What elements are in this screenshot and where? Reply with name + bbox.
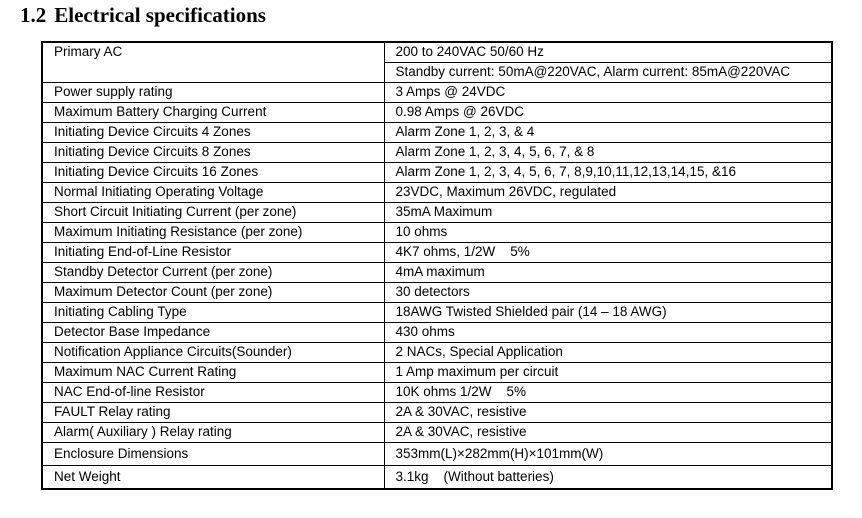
spec-label: Maximum NAC Current Rating — [42, 363, 384, 383]
spec-label: FAULT Relay rating — [42, 403, 384, 423]
table-row — [42, 263, 832, 283]
spec-value: 430 ohms — [384, 323, 832, 343]
spec-label: NAC End-of-line Resistor — [42, 383, 384, 403]
table-row — [42, 323, 832, 343]
spec-label: Maximum Detector Count (per zone) — [42, 283, 384, 303]
spec-label: Short Circuit Initiating Current (per zone) — [42, 203, 384, 223]
table-row — [42, 203, 832, 223]
spec-label: Maximum Initiating Resistance (per zone) — [42, 223, 384, 243]
table-row — [42, 83, 832, 103]
table-row — [42, 103, 832, 123]
spec-value: 35mA Maximum — [384, 203, 832, 223]
spec-value: 10K ohms 1/2W 5% — [384, 383, 832, 403]
spec-value: 23VDC, Maximum 26VDC, regulated — [384, 183, 832, 203]
table-row — [42, 363, 832, 383]
spec-label: Notification Appliance Circuits(Sounder) — [42, 343, 384, 363]
spec-label: Maximum Battery Charging Current — [42, 103, 384, 123]
spec-value: 353mm(L)×282mm(H)×101mm(W) — [384, 443, 832, 466]
spec-label: Standby Detector Current (per zone) — [42, 263, 384, 283]
table-row — [42, 283, 832, 303]
table-row — [42, 42, 832, 63]
spec-label: Net Weight — [42, 466, 384, 490]
spec-label: Initiating Device Circuits 16 Zones — [42, 163, 384, 183]
spec-value: 3.1kg (Without batteries) — [384, 466, 832, 490]
table-row — [42, 223, 832, 243]
spec-value: Alarm Zone 1, 2, 3, & 4 — [384, 123, 832, 143]
spec-label: Primary AC — [42, 42, 384, 83]
spec-value: 10 ohms — [384, 223, 832, 243]
spec-label: Initiating Cabling Type — [42, 303, 384, 323]
table-row — [42, 343, 832, 363]
table-row — [42, 183, 832, 203]
spec-label: Alarm( Auxiliary ) Relay rating — [42, 423, 384, 443]
section-number: 1.2 — [20, 3, 47, 27]
table-row — [42, 143, 832, 163]
spec-value: 4mA maximum — [384, 263, 832, 283]
spec-value: Alarm Zone 1, 2, 3, 4, 5, 6, 7, & 8 — [384, 143, 832, 163]
spec-value: 4K7 ohms, 1/2W 5% — [384, 243, 832, 263]
spec-value: 2 NACs, Special Application — [384, 343, 832, 363]
spec-label: Power supply rating — [42, 83, 384, 103]
spec-label: Initiating Device Circuits 8 Zones — [42, 143, 384, 163]
spec-label: Initiating End-of-Line Resistor — [42, 243, 384, 263]
spec-value: 1 Amp maximum per circuit — [384, 363, 832, 383]
spec-value: 0.98 Amps @ 26VDC — [384, 103, 832, 123]
table-row — [42, 423, 832, 443]
spec-value: 30 detectors — [384, 283, 832, 303]
spec-value: 2A & 30VAC, resistive — [384, 403, 832, 423]
table-row — [42, 123, 832, 143]
electrical-spec-table — [41, 41, 833, 490]
spec-value: 200 to 240VAC 50/60 Hz — [384, 42, 832, 63]
spec-value: 18AWG Twisted Shielded pair (14 – 18 AWG) — [384, 303, 832, 323]
table-row — [42, 163, 832, 183]
spec-label: Enclosure Dimensions — [42, 443, 384, 466]
table-row — [42, 243, 832, 263]
spec-value: Alarm Zone 1, 2, 3, 4, 5, 6, 7, 8,9,10,11,12,13,14,15, &16 — [384, 163, 832, 183]
spec-value: Standby current: 50mA@220VAC, Alarm current: 85mA@220VAC — [384, 63, 832, 83]
table-row — [42, 466, 832, 490]
section-title: Electrical specifications — [54, 3, 266, 27]
spec-label: Initiating Device Circuits 4 Zones — [42, 123, 384, 143]
section-heading — [20, 2, 266, 28]
spec-label: Detector Base Impedance — [42, 323, 384, 343]
spec-label: Normal Initiating Operating Voltage — [42, 183, 384, 203]
spec-value: 2A & 30VAC, resistive — [384, 423, 832, 443]
table-row — [42, 403, 832, 423]
table-row — [42, 443, 832, 466]
spec-value: 3 Amps @ 24VDC — [384, 83, 832, 103]
table-row — [42, 383, 832, 403]
table-row — [42, 303, 832, 323]
